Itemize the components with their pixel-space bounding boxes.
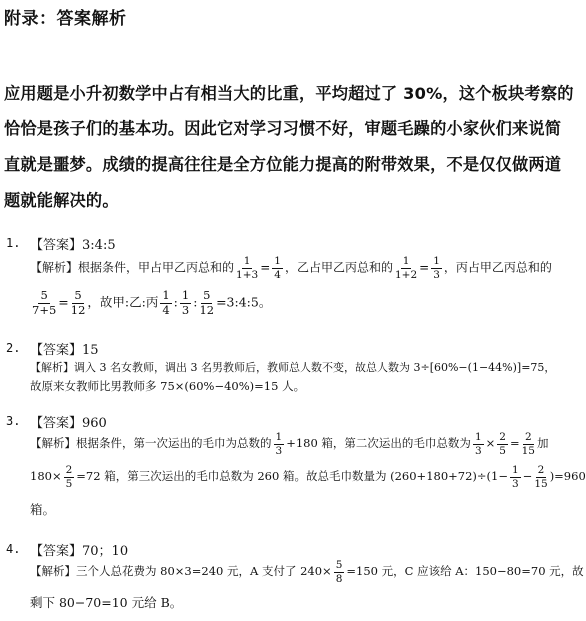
- text: 根据条件，第一次运出的毛巾为总数的: [76, 436, 272, 450]
- text: 加: [536, 436, 549, 450]
- question-number: 3.: [6, 414, 21, 428]
- answer-line: [30, 339, 99, 358]
- fraction: $\frac{1}{3}$: [275, 431, 283, 457]
- explanation-line: 故原来女教师比男教师多 75×(60%−40%)=15 人。: [30, 379, 306, 393]
- intro-text: ，这个板块考察的: [442, 84, 574, 103]
- question-number: 2.: [6, 341, 21, 355]
- fraction: $\frac{5}{12}$: [70, 288, 86, 317]
- text: +180 箱，第二次运出的毛巾总数为: [286, 436, 471, 450]
- explanation-line: [30, 256, 552, 280]
- explain-label: 【解析】: [30, 260, 79, 275]
- text: 根据条件，甲占甲乙丙总和的: [78, 260, 235, 275]
- text: ，故甲:乙:丙: [87, 294, 159, 310]
- answer-line: [30, 234, 116, 253]
- intro-line-2: 恰恰是孩子们的基本功。因此它对学习习惯不好，审题毛躁的小家伙们来说简: [4, 119, 562, 138]
- equals: =: [419, 260, 430, 275]
- explanation-line: [30, 290, 271, 316]
- text: ，丙占甲乙丙总和的: [443, 260, 552, 275]
- explain-label: 【解析】: [30, 361, 74, 374]
- times: ×: [485, 436, 496, 450]
- answer-value: 15: [82, 343, 99, 358]
- text: 180×: [30, 469, 62, 483]
- question-number: 4.: [6, 542, 21, 556]
- intro-percent: 30%: [403, 84, 443, 103]
- explanation-line: [30, 560, 584, 584]
- equals: =: [509, 436, 520, 450]
- fraction: $\frac{5}{12}$: [199, 288, 215, 317]
- equals: =: [58, 294, 69, 310]
- explanation-line: 箱。: [30, 502, 56, 517]
- fraction: $\frac{1}{3}$: [181, 288, 190, 317]
- fraction: $\frac{1}{1+2}$: [394, 255, 418, 281]
- fraction: $\frac{2}{15}$: [534, 464, 548, 490]
- intro-line-3: 直就是噩梦。成绩的提高往往是全方位能力提高的附带效果，不是仅仅做两道: [4, 155, 562, 174]
- answer-label: 【答案】: [30, 544, 83, 559]
- fraction: $\frac{1}{3}$: [474, 431, 482, 457]
- fraction: $\frac{1}{3}$: [511, 464, 519, 490]
- fraction: $\frac{1}{1+3}$: [236, 255, 259, 281]
- question-number: 1.: [6, 236, 21, 250]
- fraction: $\frac{2}{15}$: [521, 431, 535, 457]
- text: 调入 3 名女教师，调出 3 名男教师后，教师总人数不变，故总人数为 3÷[60%−(1−44%)]=75，: [74, 361, 556, 374]
- explain-label: 【解析】: [30, 436, 76, 450]
- text: =150 元，C 应该给 A：150−80=70 元，故: [346, 564, 584, 578]
- intro-text: 应用题是小升初数学中占有相当大的比重，平均超过了: [4, 84, 404, 103]
- answer-line: [30, 540, 128, 559]
- equals: =: [260, 260, 271, 275]
- explanation-line: [30, 359, 555, 375]
- explanation-line: [30, 465, 586, 489]
- answer-label: 【答案】: [30, 238, 83, 253]
- colon: :: [193, 294, 198, 310]
- minus: −: [522, 469, 533, 483]
- intro-line-4: 题就能解决的。: [4, 191, 119, 210]
- answer-value: 70；10: [82, 544, 129, 559]
- text: )=960: [549, 469, 586, 483]
- fraction: $\frac{5}{8}$: [335, 559, 343, 585]
- explanation-line: [30, 432, 548, 456]
- answer-line: [30, 412, 107, 431]
- text: =3:4:5。: [216, 294, 272, 310]
- answer-label: 【答案】: [30, 416, 83, 431]
- fraction: $\frac{2}{5}$: [65, 464, 73, 490]
- text: 三个人总花费为 80×3=240 元，A 支付了 240×: [76, 564, 332, 578]
- explanation-line: 剩下 80−70=10 元给 B。: [30, 595, 183, 610]
- answer-label: 【答案】: [30, 343, 83, 358]
- fraction: $\frac{1}{4}$: [274, 255, 281, 281]
- fraction: $\frac{1}{4}$: [162, 288, 170, 317]
- fraction: $\frac{5}{7+5}$: [32, 288, 57, 317]
- answer-value: 960: [82, 416, 107, 431]
- fraction: $\frac{1}{3}$: [433, 255, 440, 281]
- explain-label: 【解析】: [30, 564, 76, 578]
- answer-value: 3:4:5: [82, 238, 116, 253]
- text: =72 箱，第三次运出的毛巾总数为 260 箱。故总毛巾数量为 (260+180+72)÷(1−: [76, 469, 508, 483]
- intro-line-1: [4, 80, 574, 104]
- fraction: $\frac{2}{5}$: [499, 431, 506, 457]
- page-title: 附录：答案解析: [4, 9, 127, 29]
- text: ，乙占甲乙丙总和的: [284, 260, 393, 275]
- colon: :: [173, 294, 178, 310]
